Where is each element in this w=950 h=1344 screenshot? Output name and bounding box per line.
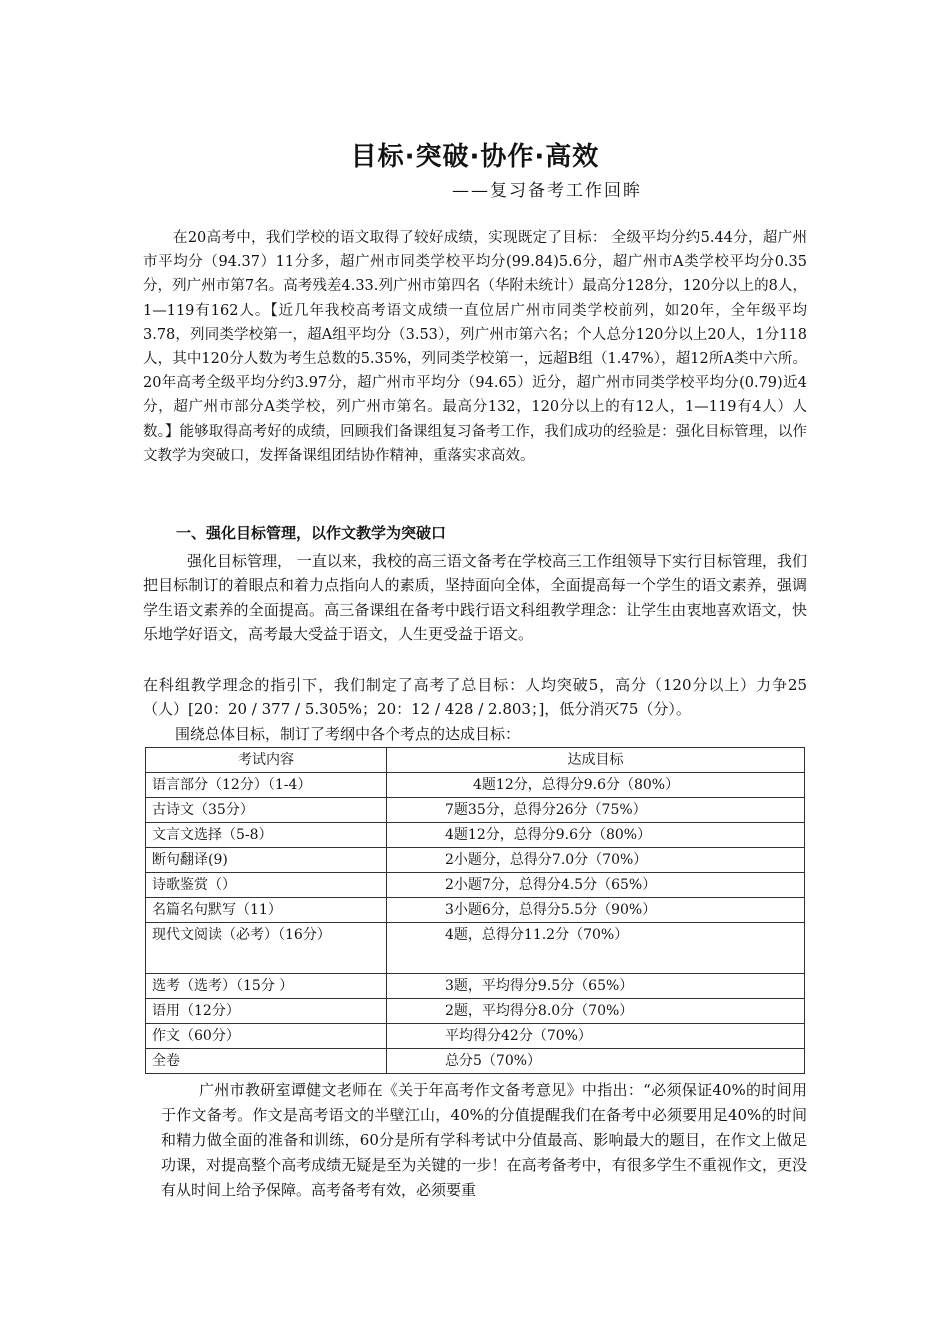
table-row bbox=[146, 999, 805, 1024]
table-row bbox=[146, 848, 805, 873]
table-row bbox=[146, 1049, 805, 1074]
table-cell: 3题，平均得分9.5分（65%） bbox=[387, 974, 805, 999]
table-cell: 7题35分，总得分26分（75%） bbox=[387, 798, 805, 823]
table-row bbox=[146, 898, 805, 923]
table-row bbox=[146, 1024, 805, 1049]
table-cell: 2小题7分，总得分4.5分（65%） bbox=[387, 873, 805, 898]
table-row bbox=[146, 873, 805, 898]
table-cell: 4题12分，总得分9.6分（80%） bbox=[387, 823, 805, 848]
table-row bbox=[146, 923, 805, 974]
document-subtitle: ——复习备考工作回眸 bbox=[452, 181, 642, 201]
table-cell: 2题，平均得分8.0分（70%） bbox=[387, 999, 805, 1024]
table-header-row bbox=[146, 748, 805, 773]
table-cell: 诗歌鉴赏（） bbox=[146, 873, 387, 898]
section-heading: 一、强化目标管理，以作文教学为突破口 bbox=[176, 524, 447, 542]
table-cell: 古诗文（35分） bbox=[146, 798, 387, 823]
table-row bbox=[146, 773, 805, 798]
table-header-cell: 考试内容 bbox=[146, 748, 387, 773]
table-cell: 断句翻译(9) bbox=[146, 848, 387, 873]
table-cell: 现代文阅读（必考）（16分） bbox=[146, 923, 387, 974]
table-row bbox=[146, 798, 805, 823]
document-title: 目标·突破·协作·高效 bbox=[350, 142, 600, 172]
table-header-cell: 达成目标 bbox=[387, 748, 805, 773]
table-cell: 选考（选考）（15分 ） bbox=[146, 974, 387, 999]
table-row bbox=[146, 823, 805, 848]
closing-paragraph: 广州市教研室谭健文老师在《关于年高考作文备考意见》中指出：“必须保证40%的时间用于作文备考。作文是高考语文的半壁江山，40%的分值提醒我们在备考中必须要用足40%的时间和精力做全面的准备和训练，60分是所有学科考试中分值最高、影响最大的题目，在作文上做足功课，对提高整个高考成绩无疑是至为关键的一步！在高考备考中，有很多学生不重视作文，更没有从时间上给予保障。高考备考有效，必须要重 bbox=[161, 1081, 807, 1199]
goals-table bbox=[145, 747, 805, 1074]
table-intro: 围绕总体目标，制订了考纲中各个考点的达成目标： bbox=[175, 725, 521, 743]
table-cell: 全卷 bbox=[146, 1049, 387, 1074]
table-cell: 语言部分（12分）（1-4） bbox=[146, 773, 387, 798]
table-row bbox=[146, 974, 805, 999]
table-cell: 3小题6分，总得分5.5分（90%） bbox=[387, 898, 805, 923]
table-cell: 4题，总得分11.2分（70%） bbox=[387, 923, 805, 974]
section-paragraph-1: 强化目标管理， 一直以来，我校的高三语文备考在学校高三工作组领导下实行目标管理，我们把目标制订的着眼点和着力点指向人的素质，坚持面向全体，全面提高每一个学生的语文素养，强调学生语文素养的全面提高。高三备课组在备考中践行语文科组教学理念：让学生由衷地喜欢语文，快乐地学好语文，高考最大受益于语文，人生更受益于语文。 bbox=[143, 552, 807, 644]
table-cell: 文言文选择（5-8） bbox=[146, 823, 387, 848]
table-cell: 平均得分42分（70%） bbox=[387, 1024, 805, 1049]
table-cell: 总分5（70%） bbox=[387, 1049, 805, 1074]
table-cell: 语用（12分） bbox=[146, 999, 387, 1024]
table-cell: 4题12分，总得分9.6分（80%） bbox=[387, 773, 805, 798]
intro-paragraph: 在20高考中，我们学校的语文取得了较好成绩，实现既定了目标： 全级平均分约5.44分，超广州市平均分（94.37）11分多，超广州市同类学校平均分(99.84)5.6分，超广州市A类学校平均分0.35分，列广州市第7名。高考残差4.33.列广州市第四名（华附未统计）最高分128分，120分以上的8人，1—119有162人。【近几年我校高考语文成绩一直位居广州市同类学校前列，如20年，全年级平均3.78，列同类学校第一，超A组平均分（3.53），列广州市第六名；个人总分120分以上20人，1分118人，其中120分人数为考生总数的5.35%，列同类学校第一，远超B组（1.47%），超12所A类中六所。20年高考全级平均分约3.97分，超广州市平均分（94.65）近分，超广州市同类学校平均分(0.79)近4分，超广州市部分A类学校，列广州市第名。最高分132，120分以上的有12人，1—119有4人）人数。】能够取得高考好的成绩，回顾我们备课组复习备考工作，我们成功的经验是：强化目标管理，以作文教学为突破口，发挥备课组团结协作精神，重落实求高效。 bbox=[143, 230, 807, 464]
table-cell: 2小题分，总得分7.0分（70%） bbox=[387, 848, 805, 873]
table-cell: 作文（60分） bbox=[146, 1024, 387, 1049]
table-cell: 名篇名句默写（11） bbox=[146, 898, 387, 923]
section-paragraph-2: 在科组教学理念的指引下，我们制定了高考了总目标：人均突破5，高分（120分以上）力争25（人）[20：20 / 377 / 5.305%；20：12 / 428 / 2.803；]，低分消灭75（分）。 bbox=[143, 676, 807, 719]
